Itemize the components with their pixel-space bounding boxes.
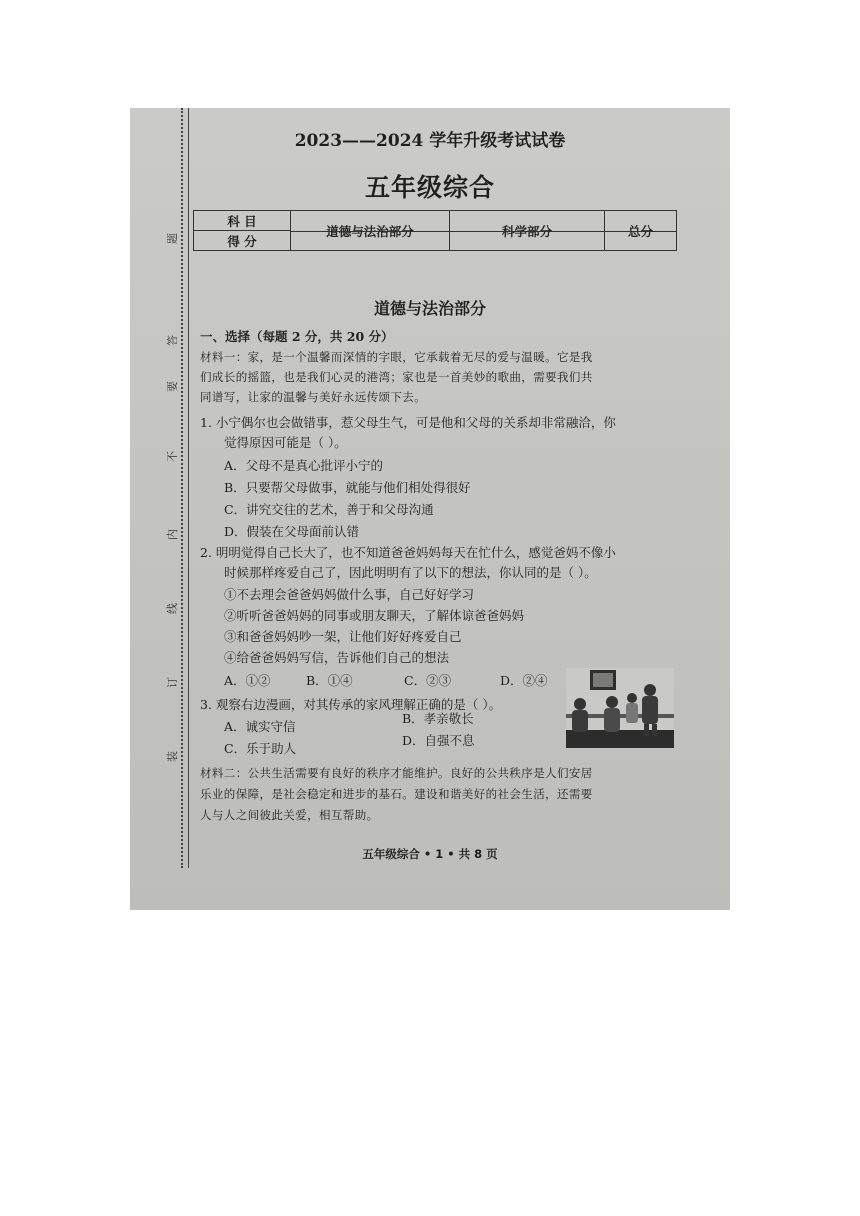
option-b: B．只要帮父母做事，就能与他们相处得很好 [224, 480, 471, 495]
margin-char: 内 [166, 529, 179, 540]
margin-char: 订 [166, 677, 179, 688]
option-b: B．①④ [306, 673, 353, 688]
grade-title: 五年级综合 [364, 173, 495, 202]
page-footer: 五年级综合 • 1 • 共 8 页 [362, 847, 498, 861]
material-line: 人与人之间彼此关爱，相互帮助。 [200, 808, 379, 822]
option-d: D．②④ [500, 673, 548, 688]
material-line: 材料一：家，是一个温馨而深情的字眼，它承载着无尽的爱与温暖。它是我 [200, 350, 593, 364]
option-d: D．自强不息 [402, 733, 475, 748]
question-stem: 时候那样疼爱自己了，因此明明有了以下的想法，你认同的是（ ）。 [224, 565, 597, 580]
section-title: 道德与法治部分 [373, 299, 486, 318]
statement-item: ④给爸爸妈妈写信，告诉他们自己的想法 [224, 650, 450, 665]
score-cell: 道德与法治部分 [291, 211, 450, 251]
option-a: A．父母不是真心批评小宁的 [224, 458, 384, 473]
binding-dotted-line [181, 108, 183, 868]
option-a: A．诚实守信 [224, 719, 296, 734]
question-stem: 1. 小宁偶尔也会做错事，惹父母生气，可是他和父母的关系却非常融洽，你 [200, 415, 616, 430]
margin-char: 要 [166, 381, 179, 392]
score-cell: 总分 [605, 211, 677, 251]
option-a: A．①② [224, 673, 271, 688]
statement-item: ②听听爸爸妈妈的同事或朋友聊天，了解体谅爸爸妈妈 [224, 608, 525, 623]
exam-title: 2023——2024 学年升级考试试卷 [294, 131, 566, 151]
score-cell: 科 目 [194, 211, 291, 231]
margin-char: 不 [166, 451, 179, 462]
question-stem: 觉得原因可能是（ ）。 [224, 435, 347, 450]
material-line: 材料二：公共生活需要有良好的秩序才能维护。良好的公共秩序是人们安居 [200, 766, 593, 780]
option-b: B．孝亲敬长 [402, 711, 474, 726]
option-c: C．②③ [404, 673, 452, 688]
exam-page [130, 108, 730, 910]
option-c: C．乐于助人 [224, 741, 297, 756]
score-cell: 得 分 [194, 231, 291, 251]
question-stem: 3. 观察右边漫画，对其传承的家风理解正确的是（ ）。 [200, 697, 502, 712]
margin-char: 装 [166, 751, 179, 762]
question-stem: 2. 明明觉得自己长大了，也不知道爸爸妈妈每天在忙什么，感觉爸妈不像小 [200, 545, 616, 560]
score-table-header-row [194, 211, 677, 231]
family-cartoon-image [566, 668, 674, 748]
table-divider [290, 231, 676, 232]
part-heading: 一、选择（每题 2 分，共 20 分） [200, 329, 394, 344]
material-line: 同谱写，让家的温馨与美好永远传颂下去。 [200, 390, 427, 404]
margin-char: 线 [166, 603, 179, 614]
margin-char: 答 [166, 335, 179, 346]
statement-item: ③和爸爸妈妈吵一架，让他们好好疼爱自己 [224, 629, 462, 644]
material-line: 们成长的摇篮，也是我们心灵的港湾；家也是一首美妙的歌曲，需要我们共 [200, 370, 593, 384]
binding-solid-line [188, 108, 189, 868]
margin-char: 题 [166, 233, 179, 244]
option-c: C．讲究交往的艺术，善于和父母沟通 [224, 502, 434, 517]
option-d: D．假装在父母面前认错 [224, 524, 360, 539]
material-line: 乐业的保障，是社会稳定和进步的基石。建设和谐美好的社会生活，还需要 [200, 787, 593, 801]
score-cell: 科学部分 [450, 211, 605, 251]
statement-item: ①不去理会爸爸妈妈做什么事，自己好好学习 [224, 587, 475, 602]
